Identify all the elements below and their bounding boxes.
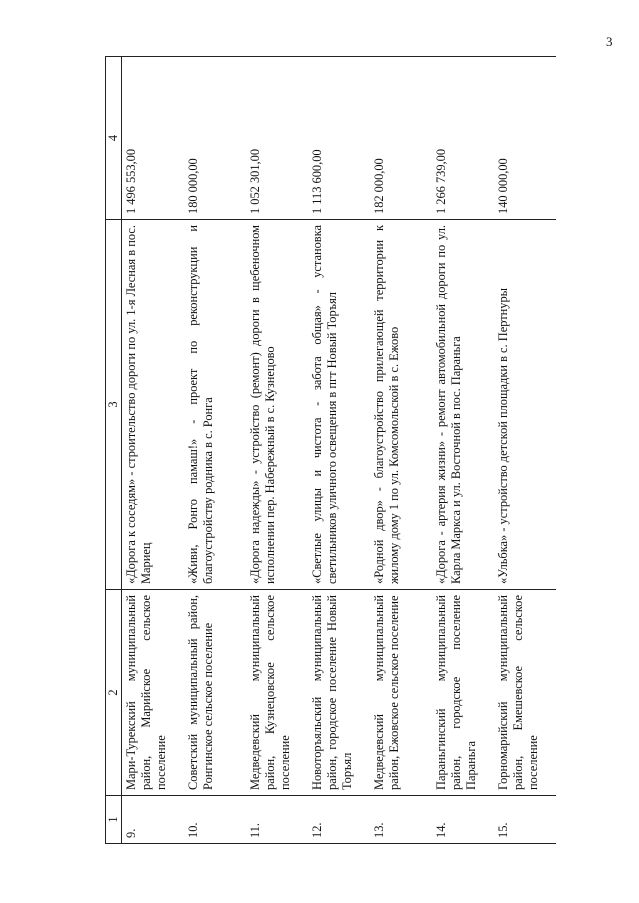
district-cell: Мари-Турекский муниципальный район, Марийское сельское поселение <box>122 590 184 796</box>
project-cell: «Ульбка» - устройство детской площадки в с. Пертнуры <box>494 220 556 590</box>
row-number: 10. <box>184 796 246 844</box>
amount-cell: 1 052 301,00 <box>246 57 308 220</box>
rotated-table-wrapper <box>105 57 561 844</box>
row-number: 11. <box>246 796 308 844</box>
column-header: 2 <box>106 590 122 796</box>
project-cell: «Живи, Ронго памаш!» - проект по реконструкции и благоустройству родника в с. Ронга <box>184 220 246 590</box>
column-header: 3 <box>106 220 122 590</box>
row-number: 12. <box>308 796 370 844</box>
table-row <box>246 57 308 844</box>
page-number: 3 <box>606 34 613 49</box>
column-header: 1 <box>106 796 122 844</box>
amount-cell: 1 496 553,00 <box>122 57 184 220</box>
project-cell: «Дорога - артерия жизни» - ремонт автомобильной дороги по ул. Карла Маркса и ул. Восточной в пос. Параньга <box>432 220 494 590</box>
district-cell: Медведевский муниципальный район, Кузнецовское сельское поселение <box>246 590 308 796</box>
row-number: 9. <box>122 796 184 844</box>
table-row <box>308 57 370 844</box>
projects-table <box>105 56 556 844</box>
district-cell: Медведевский муниципальный район, Ежовское сельское поселение <box>370 590 432 796</box>
table-row <box>122 57 184 844</box>
amount-cell: 182 000,00 <box>370 57 432 220</box>
column-header: 4 <box>106 57 122 220</box>
project-cell: «Родной двор» - благоустройство прилегающей территории к жилому дому 1 по ул. Комсомольской в с. Ежово <box>370 220 432 590</box>
district-cell: Параньгинский муниципальный район, городское поселение Параньга <box>432 590 494 796</box>
district-cell: Горномарийский муниципальный район, Емешевское сельское поселение <box>494 590 556 796</box>
table-row <box>370 57 432 844</box>
project-cell: «Светлые улицы и чистота - забота общая» - установка светильников уличного освещения в пгт Новый Торъял <box>308 220 370 590</box>
district-cell: Советский муниципальный район, Ронгинское сельское поселение <box>184 590 246 796</box>
table-header-row <box>106 57 122 844</box>
table-row <box>432 57 494 844</box>
amount-cell: 1 113 600,00 <box>308 57 370 220</box>
project-cell: «Дорога надежды» - устройство (ремонт) дороги в щебеночном исполнении пер. Набережный в с. Кузнецово <box>246 220 308 590</box>
row-number: 14. <box>432 796 494 844</box>
row-number: 13. <box>370 796 432 844</box>
table-row <box>494 57 556 844</box>
amount-cell: 180 000,00 <box>184 57 246 220</box>
amount-cell: 1 266 739,00 <box>432 57 494 220</box>
amount-cell: 140 000,00 <box>494 57 556 220</box>
district-cell: Новоторъяльский муниципальный район, городское поселение Новый Торъял <box>308 590 370 796</box>
table-row <box>184 57 246 844</box>
project-cell: «Дорога к соседям» - строительство дороги по ул. 1-я Лесная в пос. Мариец <box>122 220 184 590</box>
row-number: 15. <box>494 796 556 844</box>
